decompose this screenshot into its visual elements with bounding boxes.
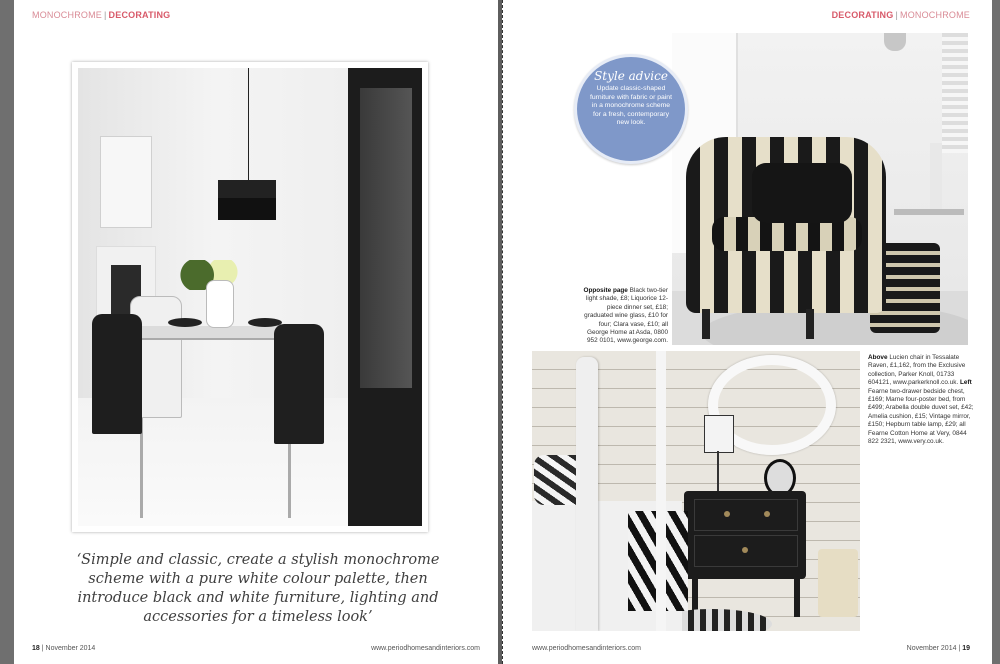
pull-quote: ‘Simple and classic, create a stylish monochrome scheme with a pure white colour palette, then introduce black and white furniture, lighting and accessories for a timeless look’ bbox=[76, 552, 440, 625]
wall-art bbox=[100, 136, 152, 228]
page-number: 18 bbox=[32, 645, 40, 652]
header-section: MONOCHROME bbox=[32, 10, 102, 20]
bedroom-photo bbox=[532, 351, 860, 631]
left-footer-page: 18 | November 2014 bbox=[32, 645, 96, 652]
left-footer-website: www.periodhomesandinteriors.com bbox=[371, 645, 480, 652]
bedside-chest bbox=[684, 491, 806, 579]
dining-room-photo bbox=[72, 62, 428, 532]
left-header: MONOCHROME | DECORATING bbox=[32, 10, 171, 20]
glass-door bbox=[348, 68, 422, 526]
right-header: DECORATING | MONOCHROME bbox=[831, 10, 970, 20]
caption-text-left: Fearne two-drawer bedside chest, £169; Marne four-poster bed, from £499; Arabella double duvet set, £42; Amelia cushion, £15; Vintage mirror, £150; Hepburn table lamp, £29; all Fearne Cotton Home at Very, 0844 822 2321, www.very.co.uk. bbox=[868, 387, 974, 446]
caption-text: Black two-tier light shade, £8; Liquorice 12-piece dinner set, £18; graduated wine glass, £10 for four; Clara vase, £10; all George Home at Asda, 0800 952 0101, www.george.com. bbox=[584, 287, 668, 345]
page-number: 19 bbox=[962, 645, 970, 652]
header-category: DECORATING bbox=[108, 10, 171, 20]
style-advice-badge bbox=[574, 54, 688, 164]
vintage-suitcase bbox=[818, 549, 858, 617]
caption-label: Opposite page bbox=[583, 287, 628, 294]
style-advice-body: Update classic-shaped furniture with fabric or paint in a monochrome scheme for a fresh, contemporary new look. bbox=[590, 85, 672, 127]
caption-text-above: Lucien chair in Tessalate Raven, £1,162, from the Exclusive collection, Parker Knoll, 01733 604121, www.parkerknoll.co.uk. bbox=[868, 354, 966, 387]
issue-date: November 2014 bbox=[906, 645, 957, 652]
left-page bbox=[14, 0, 498, 664]
black-cushion bbox=[752, 163, 852, 223]
right-footer-website: www.periodhomesandinteriors.com bbox=[532, 645, 641, 652]
dining-room-image bbox=[78, 68, 422, 526]
vase bbox=[206, 280, 234, 328]
issue-date: November 2014 bbox=[45, 645, 96, 652]
black-chair bbox=[92, 314, 142, 434]
caption-opposite-page bbox=[580, 287, 668, 346]
caption-label-above: Above bbox=[868, 354, 888, 361]
style-advice-title: Style advice bbox=[594, 69, 668, 83]
table-lamp bbox=[704, 415, 734, 453]
right-page bbox=[502, 0, 992, 664]
right-footer-page: November 2014 | 19 bbox=[906, 645, 970, 652]
caption-label-left: Left bbox=[960, 379, 972, 387]
header-section: MONOCHROME bbox=[900, 10, 970, 20]
caption-above-left bbox=[868, 354, 978, 446]
pendant-light-shade bbox=[218, 180, 276, 220]
armchair-photo bbox=[672, 33, 968, 345]
bed-post bbox=[576, 357, 598, 631]
header-category: DECORATING bbox=[831, 10, 894, 20]
black-chair bbox=[274, 324, 324, 444]
